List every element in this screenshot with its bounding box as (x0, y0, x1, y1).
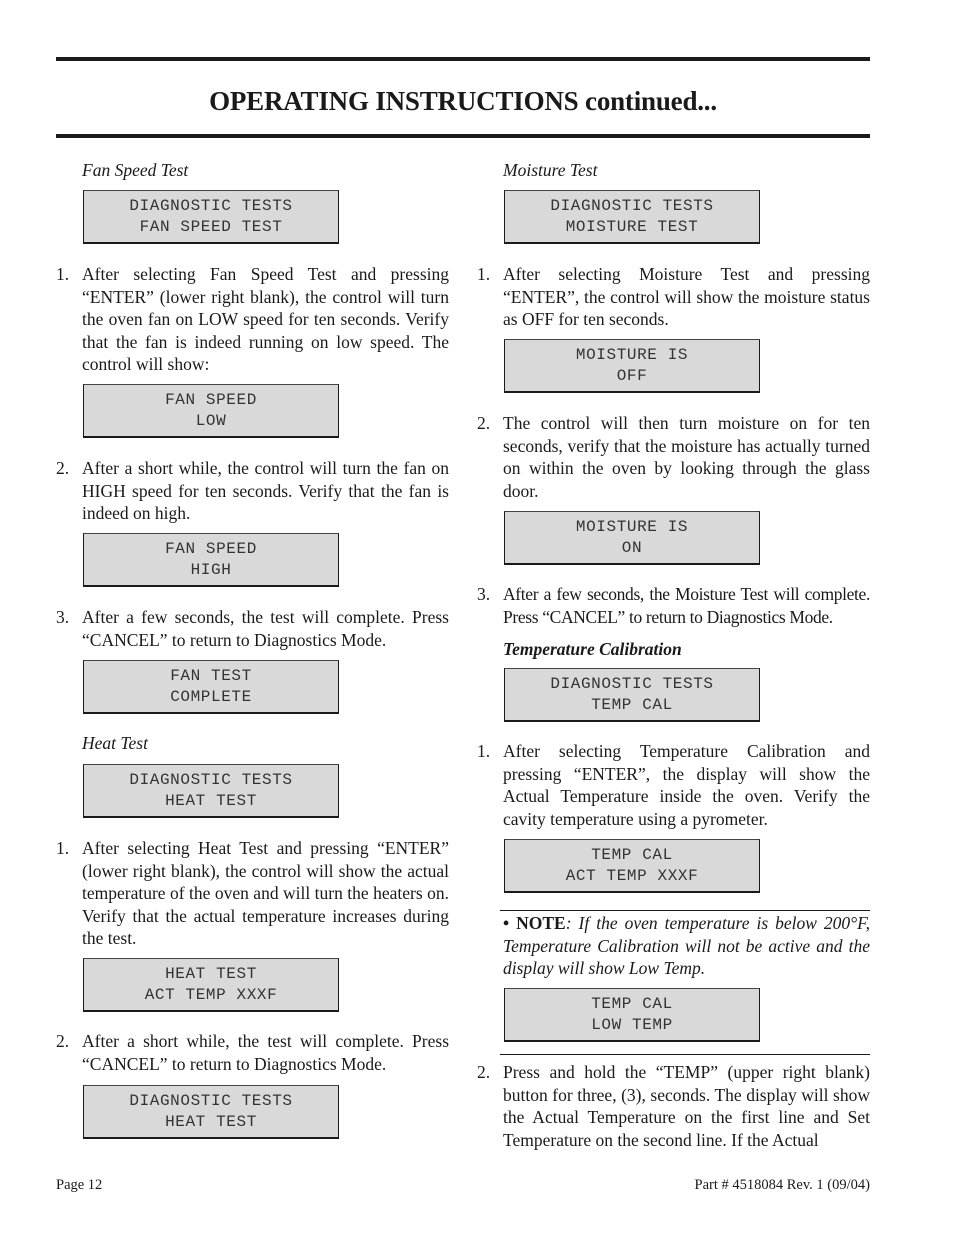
lcd-line-2: ON (621, 538, 643, 557)
lcd-line-1: DIAGNOSTIC TESTS (129, 771, 293, 789)
lcd-line-1: DIAGNOSTIC TESTS (129, 197, 293, 215)
step-number: 1. (477, 741, 491, 761)
list-item (56, 263, 449, 376)
lcd-display (504, 339, 760, 393)
step-number: 1. (477, 264, 491, 284)
fan-speed-test-heading: Fan Speed Test (82, 160, 189, 180)
lcd-line-2: ACT TEMP XXXF (144, 985, 278, 1004)
lcd-line-1: HEAT TEST (165, 965, 257, 983)
step-text: After a short while, the control will turn the fan on HIGH speed for ten seconds. Verify that the fan is indeed on high. (82, 458, 449, 523)
header-bottom-rule (56, 134, 870, 138)
list-item (477, 1061, 870, 1151)
step-number: 1. (56, 838, 70, 858)
lcd-line-1: MOISTURE IS (575, 346, 689, 364)
list-item (56, 837, 449, 950)
step-text: After a few seconds, the Moisture Test will complete. Press “CANCEL” to return to Diagnostics Mode. (503, 584, 870, 627)
lcd-display (83, 764, 339, 818)
lcd-line-1: DIAGNOSTIC TESTS (550, 197, 714, 215)
step-number: 2. (56, 1031, 70, 1051)
lcd-display (83, 190, 339, 244)
lcd-display (504, 839, 760, 893)
lcd-line-2: ACT TEMP XXXF (565, 866, 699, 885)
lcd-line-2: OFF (616, 366, 648, 385)
note-label: • NOTE (503, 913, 566, 933)
page-title: OPERATING INSTRUCTIONS continued... (209, 86, 717, 116)
step-text: After a short while, the test will complete. Press “CANCEL” to return to Diagnostics Mode. (82, 1031, 449, 1074)
lcd-display (504, 511, 760, 565)
step-text: After a few seconds, the test will complete. Press “CANCEL” to return to Diagnostics Mode. (82, 607, 449, 650)
step-number: 1. (56, 264, 70, 284)
lcd-line-2: MOISTURE TEST (565, 217, 699, 236)
lcd-line-2: HEAT TEST (165, 1112, 257, 1131)
list-item (477, 412, 870, 502)
header-top-rule (56, 57, 870, 61)
step-number: 2. (477, 413, 491, 433)
lcd-display (83, 533, 339, 587)
step-text: After selecting Fan Speed Test and pressing “ENTER” (lower right blank), the control will turn the oven fan on LOW speed for ten seconds. Verify that the fan is indeed running on low speed. The control will show: (82, 264, 449, 374)
note-bottom-rule (500, 1054, 870, 1055)
lcd-display (83, 958, 339, 1012)
lcd-line-2: HIGH (190, 560, 232, 579)
list-item (477, 740, 870, 830)
lcd-line-1: TEMP CAL (591, 846, 673, 864)
step-text: Press and hold the “TEMP” (upper right blank) button for three, (3), seconds. The display will show the Actual Temperature on the first line and Set Temperature on the second line. If the Actual (503, 1062, 870, 1150)
lcd-line-2: TEMP CAL (591, 695, 673, 714)
lcd-display (83, 384, 339, 438)
step-text: After selecting Temperature Calibration and pressing “ENTER”, the display will show the Actual Temperature inside the oven. Verify the cavity temperature using a pyrometer. (503, 741, 870, 829)
lcd-line-2: COMPLETE (170, 687, 252, 706)
note-top-rule (500, 910, 870, 911)
lcd-display (83, 1085, 339, 1139)
moisture-test-heading: Moisture Test (503, 160, 598, 180)
step-number: 3. (477, 584, 491, 604)
part-number: Part # 4518084 Rev. 1 (09/04) (694, 1177, 870, 1193)
lcd-display (83, 660, 339, 714)
lcd-line-2: LOW (195, 411, 227, 430)
heat-test-heading: Heat Test (82, 733, 148, 753)
lcd-line-1: FAN TEST (170, 667, 252, 685)
lcd-line-2: FAN SPEED TEST (139, 217, 283, 236)
note-text: : If the oven temperature is below 200°F, Temperature Calibration will not be active and the display will show Low Temp. (503, 913, 870, 978)
lcd-line-2: HEAT TEST (165, 791, 257, 810)
lcd-display (504, 190, 760, 244)
lcd-line-2: LOW TEMP (591, 1015, 673, 1034)
lcd-display (504, 988, 760, 1042)
step-number: 2. (477, 1062, 491, 1082)
step-text: The control will then turn moisture on for ten seconds, verify that the moisture has actually turned on within the oven by looking through the glass door. (503, 413, 870, 501)
lcd-line-1: DIAGNOSTIC TESTS (550, 675, 714, 693)
list-item (56, 606, 449, 651)
lcd-line-1: DIAGNOSTIC TESTS (129, 1092, 293, 1110)
list-item (477, 583, 870, 628)
lcd-line-1: MOISTURE IS (575, 518, 689, 536)
list-item (56, 457, 449, 525)
lcd-display (504, 668, 760, 722)
list-item (477, 263, 870, 331)
step-number: 2. (56, 458, 70, 478)
step-number: 3. (56, 607, 70, 627)
lcd-line-1: FAN SPEED (165, 540, 257, 558)
page-number: Page 12 (56, 1177, 103, 1193)
lcd-line-1: TEMP CAL (591, 995, 673, 1013)
step-text: After selecting Heat Test and pressing “ENTER” (lower right blank), the control will show the actual temperature of the oven and will turn the heaters on. Verify that the actual temperature increases during the test. (82, 838, 449, 948)
note (503, 912, 870, 980)
temperature-calibration-heading: Temperature Calibration (503, 639, 682, 659)
list-item (56, 1030, 449, 1075)
step-text: After selecting Moisture Test and pressing “ENTER”, the control will show the moisture status as OFF for ten seconds. (503, 264, 870, 329)
lcd-line-1: FAN SPEED (165, 391, 257, 409)
